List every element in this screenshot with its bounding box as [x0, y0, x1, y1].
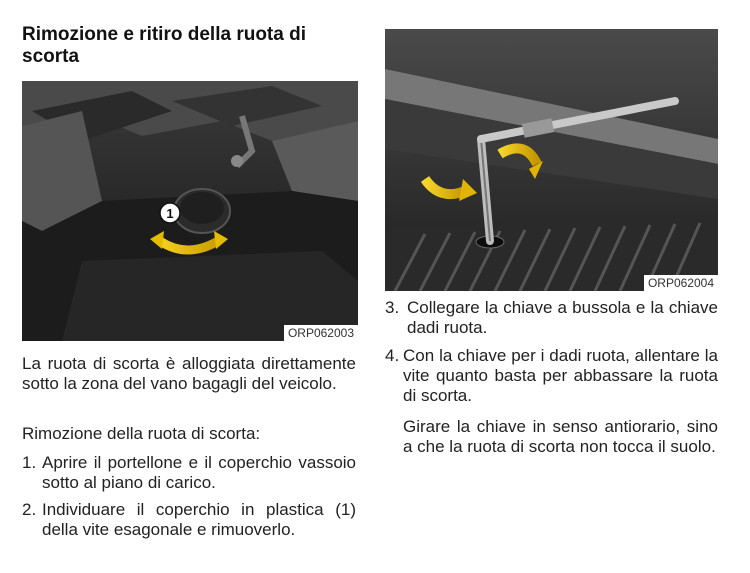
list-text: Aprire il portellone e il coperchio vassoio sotto al piano di carico.	[42, 453, 356, 492]
wrench-illustration	[385, 29, 718, 291]
figure-code: ORP062003	[284, 325, 358, 341]
subheading: Rimozione della ruota di scorta:	[22, 424, 261, 443]
intro-paragraph: La ruota di scorta è alloggiata direttamente sotto la zona del vano bagagli del veicolo.	[22, 354, 356, 393]
callout-number: 1	[166, 206, 174, 221]
step-note: Girare la chiave in senso antiorario, sino a che la ruota di scorta non tocca il suolo.	[403, 417, 718, 456]
wrench-photo	[385, 29, 718, 291]
list-number: 4.	[385, 346, 400, 365]
list-number: 2.	[22, 500, 37, 519]
trunk-floor-illustration	[22, 81, 358, 341]
list-number: 3.	[385, 298, 400, 317]
list-text: Collegare la chiave a bussola e la chiave dadi ruota.	[407, 298, 718, 337]
figure-code: ORP062004	[644, 275, 718, 291]
list-number: 1.	[22, 453, 37, 472]
list-text: Individuare il coperchio in plastica (1) della vite esagonale e rimuoverlo.	[42, 500, 356, 539]
list-text: Con la chiave per i dadi ruota, allentare la vite quanto basta per abbassare la ruota di scorta.	[403, 346, 718, 405]
section-title: Rimozione e ritiro della ruota di scorta	[22, 24, 306, 67]
trunk-floor-photo	[22, 81, 358, 341]
